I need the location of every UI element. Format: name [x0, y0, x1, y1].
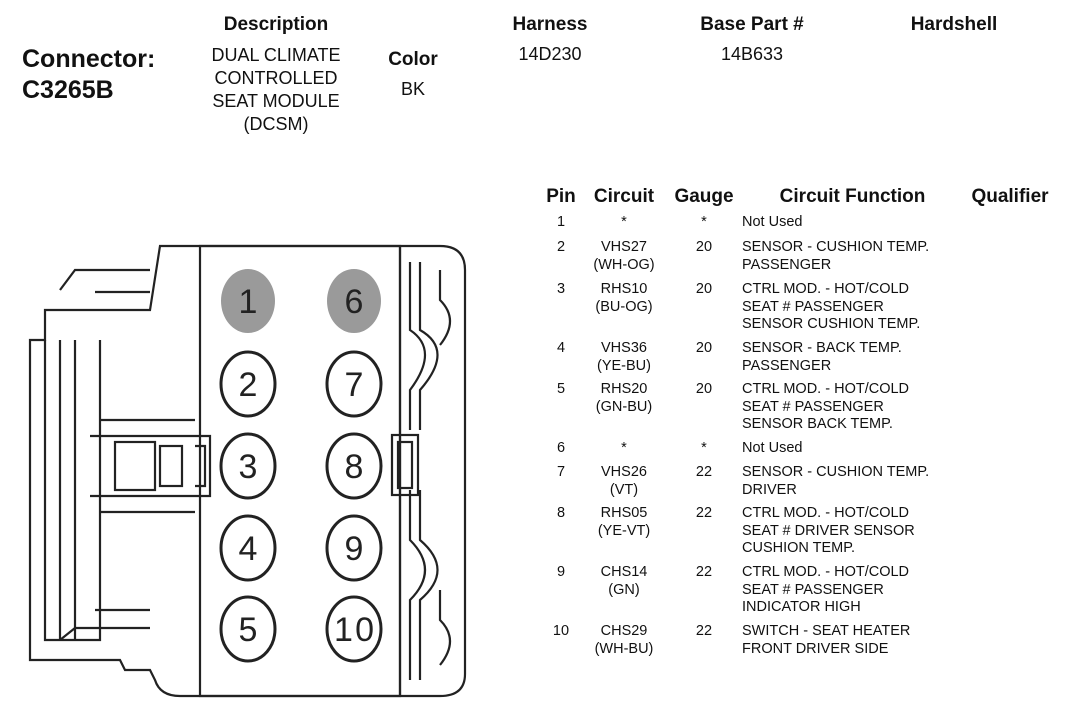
column-header-circuit-function: Circuit Function [779, 186, 926, 207]
description-line: (DCSM) [243, 114, 309, 134]
pin-cell: 3 [556, 281, 566, 297]
pin-cavities [221, 269, 381, 661]
description-line: CONTROLLED [214, 68, 338, 88]
pin-number-label: 7 [344, 366, 364, 404]
pin-cell: 1 [556, 214, 566, 230]
pin-number-label: 2 [238, 366, 258, 404]
function-cell: SENSOR - CUSHION TEMP. DRIVER [742, 464, 930, 498]
connector-face-diagram [0, 0, 530, 701]
column-header-gauge: Gauge [674, 186, 734, 207]
pin-number-label: 6 [344, 283, 364, 321]
pin-cell: 8 [556, 505, 566, 521]
pin-cell: 5 [556, 381, 566, 397]
function-cell: CTRL MOD. - HOT/COLD SEAT # PASSENGER SENSOR BACK TEMP. [742, 381, 910, 432]
circuit-cell: CHS14 (GN) [600, 564, 648, 598]
hardshell-header: Hardshell [910, 14, 998, 35]
column-header-pin: Pin [546, 186, 576, 207]
function-cell: SWITCH - SEAT HEATER FRONT DRIVER SIDE [742, 623, 911, 657]
gauge-cell: * [701, 440, 707, 456]
gauge-cell: * [701, 214, 707, 230]
pin-cell: 9 [556, 564, 566, 580]
gauge-cell: 20 [695, 239, 713, 255]
function-cell: Not Used [742, 440, 803, 456]
pin-number-label: 4 [238, 530, 258, 568]
pin-number-label: 5 [238, 611, 258, 649]
pin-cell: 6 [556, 440, 566, 456]
base-part-header: Base Part # [700, 14, 804, 35]
circuit-cell: * [621, 214, 627, 230]
description-line: DUAL CLIMATE [211, 45, 341, 65]
gauge-cell: 20 [695, 281, 713, 297]
color-value: BK [400, 79, 425, 99]
pin-cell: 2 [556, 239, 566, 255]
gauge-cell: 20 [695, 381, 713, 397]
base-part-value: 14B633 [720, 44, 784, 64]
color-header: Color [388, 49, 438, 70]
pin-number-label: 9 [344, 530, 364, 568]
harness-header: Harness [512, 14, 588, 35]
connector-id: C3265B [22, 76, 114, 104]
gauge-cell: 20 [695, 340, 713, 356]
function-cell: CTRL MOD. - HOT/COLD SEAT # PASSENGER INDICATOR HIGH [742, 564, 910, 615]
pin-cell: 7 [556, 464, 566, 480]
circuit-cell: RHS20 (GN-BU) [595, 381, 653, 415]
circuit-cell: * [621, 440, 627, 456]
description-line: SEAT MODULE [212, 91, 340, 111]
gauge-cell: 22 [695, 623, 713, 639]
harness-value: 14D230 [518, 44, 582, 64]
circuit-cell: CHS29 (WH-BU) [594, 623, 654, 657]
circuit-cell: VHS26 (VT) [601, 464, 647, 498]
pin-number-label: 8 [344, 448, 364, 486]
pin-number-label: 10 [334, 611, 374, 649]
function-cell: SENSOR - BACK TEMP. PASSENGER [742, 340, 902, 374]
gauge-cell: 22 [695, 464, 713, 480]
pin-number-label: 1 [238, 283, 258, 321]
circuit-cell: RHS05 (YE-VT) [597, 505, 651, 539]
pin-number-label: 3 [238, 448, 258, 486]
pin-cell: 10 [552, 623, 570, 639]
circuit-cell: VHS27 (WH-OG) [593, 239, 655, 273]
function-cell: Not Used [742, 214, 803, 230]
connector-label-line1: Connector: [22, 45, 156, 73]
circuit-cell: RHS10 (BU-OG) [595, 281, 653, 315]
function-cell: SENSOR - CUSHION TEMP. PASSENGER [742, 239, 930, 273]
function-cell: CTRL MOD. - HOT/COLD SEAT # PASSENGER SENSOR CUSHION TEMP. [742, 281, 921, 332]
column-header-qualifier: Qualifier [971, 186, 1049, 207]
pin-cell: 4 [556, 340, 566, 356]
description-header: Description [223, 14, 329, 35]
column-header-circuit: Circuit [593, 186, 655, 207]
gauge-cell: 22 [695, 505, 713, 521]
circuit-cell: VHS36 (YE-BU) [597, 340, 651, 374]
function-cell: CTRL MOD. - HOT/COLD SEAT # DRIVER SENSOR CUSHION TEMP. [742, 505, 915, 556]
gauge-cell: 22 [695, 564, 713, 580]
